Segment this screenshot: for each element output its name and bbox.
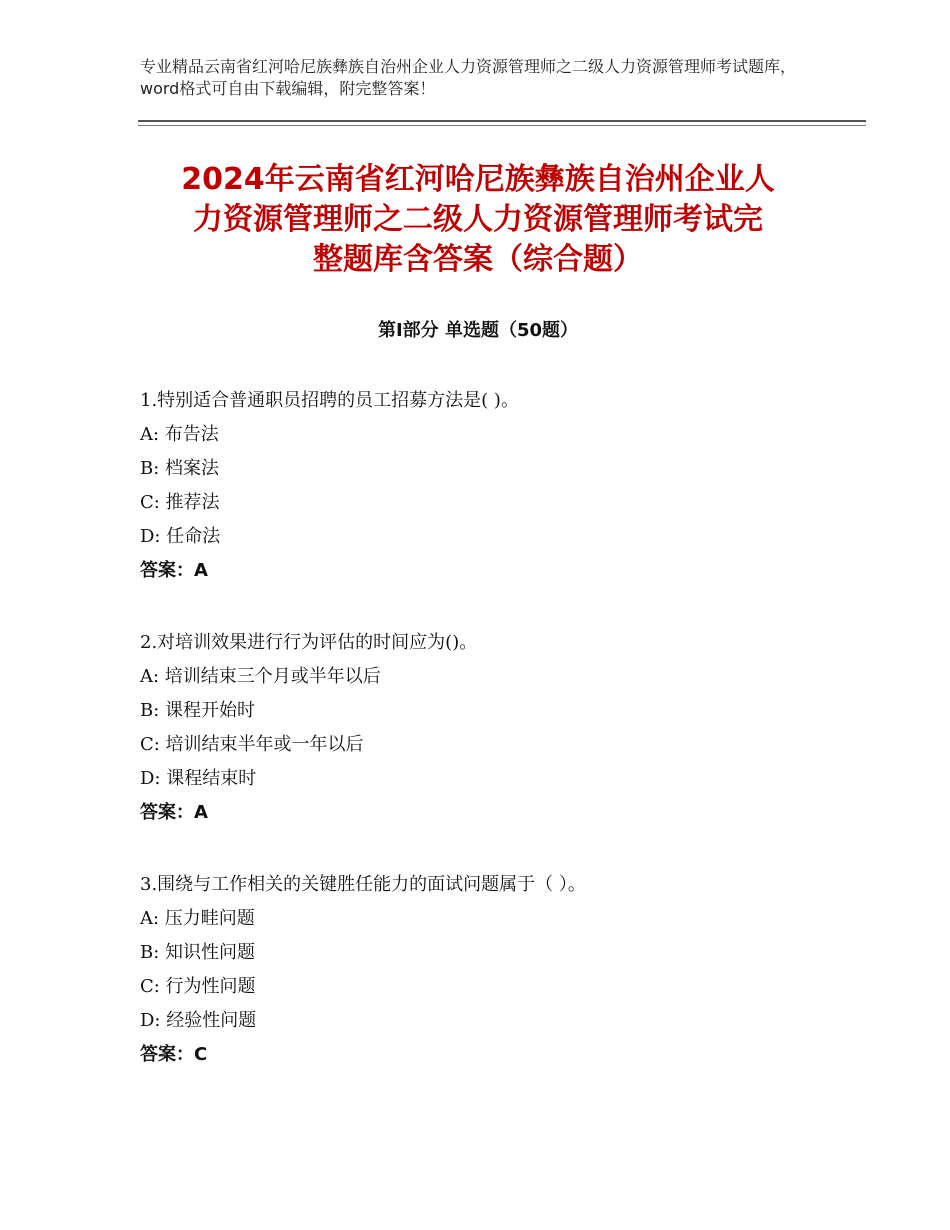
option-b: B: 知识性问题: [140, 942, 256, 963]
option-b: B: 档案法: [140, 458, 220, 479]
answer: 答案：C: [140, 1044, 208, 1065]
option-c: C: 推荐法: [140, 492, 220, 513]
question-list: [140, 384, 840, 1110]
question-3: [140, 868, 840, 1072]
option-a: A: 压力畦问题: [140, 908, 255, 929]
option-d: D: 任命法: [140, 526, 221, 547]
header-rule-thin: [138, 125, 866, 126]
title-line-2: 力资源管理师之二级人力资源管理师考试完: [193, 202, 763, 237]
header-note: 专业精品云南省红河哈尼族彝族自治州企业人力资源管理师之二级人力资源管理师考试题库，word格式可自由下载编辑，附完整答案！: [140, 57, 797, 98]
option-b: B: 课程开始时: [140, 700, 256, 721]
answer: 答案：A: [140, 560, 208, 581]
title-line-3: 整题库含答案（综合题）: [313, 242, 643, 277]
title-line-1: 2024年云南省红河哈尼族彝族自治州企业人: [181, 162, 775, 197]
document-title: [138, 160, 818, 280]
option-c: C: 行为性问题: [140, 976, 256, 997]
header-rule-thick: [138, 120, 866, 122]
answer: 答案：A: [140, 802, 208, 823]
question-2: [140, 626, 840, 830]
section-heading: 第Ⅰ部分 单选题（50题）: [377, 320, 578, 341]
question-1: [140, 384, 840, 588]
option-a: A: 培训结束三个月或半年以后: [140, 666, 381, 687]
question-stem: 3.围绕与工作相关的关键胜任能力的面试问题属于（ ）。: [140, 874, 586, 895]
option-c: C: 培训结束半年或一年以后: [140, 734, 364, 755]
option-d: D: 经验性问题: [140, 1010, 257, 1031]
question-stem: 1.特别适合普通职员招聘的员工招募方法是( )。: [140, 390, 519, 411]
option-d: D: 课程结束时: [140, 768, 257, 789]
option-a: A: 布告法: [140, 424, 219, 445]
question-stem: 2.对培训效果进行行为评估的时间应为()。: [140, 632, 478, 653]
